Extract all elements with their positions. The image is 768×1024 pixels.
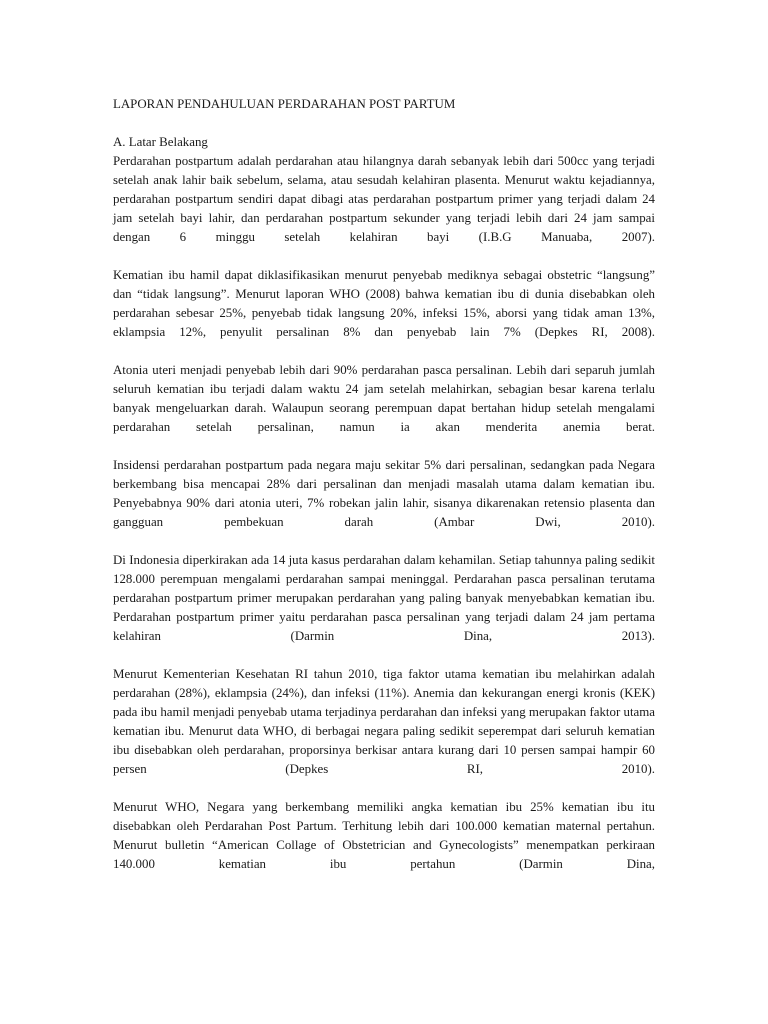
paragraph-definition: Perdarahan postpartum adalah perdarahan atau hilangnya darah sebanyak lebih dari 500cc yang terjadi setelah anak lahir baik sebelum, selama, atau sesudah kelahiran plasenta. Menurut waktu kejadiannya, perdarahan postpartum sendiri dapat dibagi atas perdarahan postpartum primer yang terjadi dalam 24 jam setelah bayi lahir, dan perdarahan postpartum sekunder yang terjadi lebih dari 24 jam sampai dengan 6 minggu setelah kelahiran bayi (I.B.G Manuaba, 2007).	[113, 154, 655, 244]
paragraph-incidence: Insidensi perdarahan postpartum pada negara maju sekitar 5% dari persalinan, sedangkan pada Negara berkembang bisa mencapai 28% dari persalinan dan menjadi masalah utama dalam kematian ibu. Penyebabnya 90% dari atonia uteri, 7% robekan jalin lahir, sisanya dikarenakan retensio plasenta dan gangguan pembekuan darah (Ambar Dwi, 2010).	[113, 458, 655, 529]
document-title: LAPORAN PENDAHULUAN PERDARAHAN POST PARTUM	[113, 97, 456, 111]
paragraph-indonesia: Di Indonesia diperkirakan ada 14 juta kasus perdarahan dalam kehamilan. Setiap tahunnya paling sedikit 128.000 perempuan mengalami perdarahan sampai meninggal. Perdarahan pasca persalinan terutama perdarahan postpartum primer merupakan perdarahan yang paling banyak menyebabkan kematian ibu. Perdarahan postpartum primer yaitu perdarahan pasca persalinan yang terjadi dalam 24 jam pertama kelahiran (Darmin Dina, 2013).	[113, 553, 655, 643]
paragraph-who: Menurut WHO, Negara yang berkembang memiliki angka kematian ibu 25% kematian ibu itu disebabkan oleh Perdarahan Post Partum. Terhitung lebih dari 100.000 kematian maternal pertahun. Menurut bulletin “American Collage of Obstetrician and Gynecologists” menempatkan perkiraan 140.000 kematian ibu pertahun (Darmin Dina,	[113, 800, 655, 871]
paragraph-kemenkes: Menurut Kementerian Kesehatan RI tahun 2010, tiga faktor utama kematian ibu melahirkan adalah perdarahan (28%), eklampsia (24%), dan infeksi (11%). Anemia dan kekurangan energi kronis (KEK) pada ibu hamil menjadi penyebab utama terjadinya perdarahan dan infeksi yang merupakan faktor utama kematian ibu. Menurut data WHO, di berbagai negara paling sedikit seperempat dari seluruh kematian ibu disebabkan oleh perdarahan, proporsinya berkisar antara kurang dari 10 persen sampai hampir 60 persen (Depkes RI, 2010).	[113, 667, 655, 776]
paragraph-atonia-uteri: Atonia uteri menjadi penyebab lebih dari 90% perdarahan pasca persalinan. Lebih dari separuh jumlah seluruh kematian ibu terjadi dalam waktu 24 jam setelah melahirkan, sebagian besar karena terlalu banyak mengeluarkan darah. Walaupun seorang perempuan dapat bertahan hidup setelah mengalami perdarahan setelah persalinan, namun ia akan menderita anemia berat.	[113, 363, 655, 434]
section-heading: A. Latar Belakang	[113, 135, 208, 149]
document-body	[113, 95, 655, 874]
paragraph-classification: Kematian ibu hamil dapat diklasifikasikan menurut penyebab mediknya sebagai obstetric “langsung” dan “tidak langsung”. Menurut laporan WHO (2008) bahwa kematian ibu di dunia disebabkan oleh perdarahan sebesar 25%, penyebab tidak langsung 20%, infeksi 15%, aborsi yang tidak aman 13%, eklampsia 12%, penyulit persalinan 8% dan penyebab lain 7% (Depkes RI, 2008).	[113, 268, 655, 339]
